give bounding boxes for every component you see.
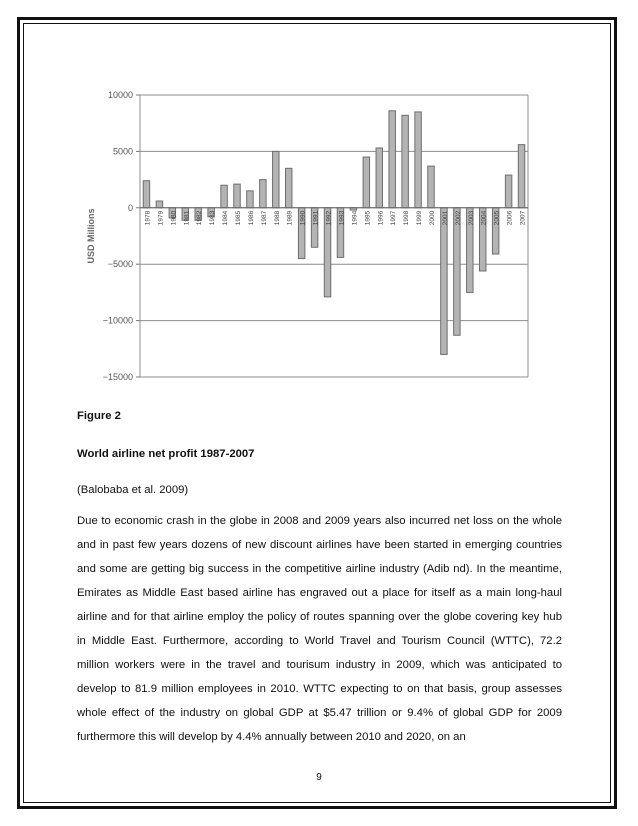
x-tick-label: 1980	[170, 210, 178, 226]
y-tick-label: −5000	[107, 259, 133, 270]
y-tick-label: 5000	[112, 146, 133, 157]
figure-title: World airline net profit 1987-2007	[77, 448, 255, 460]
x-tick-label: 1989	[286, 210, 294, 226]
profit-bar-chart	[60, 82, 540, 382]
x-tick-label: 1984	[222, 210, 230, 226]
x-tick-label: 1994	[351, 210, 359, 226]
bar	[441, 208, 447, 355]
x-tick-label: 1990	[299, 210, 307, 226]
bar	[143, 181, 149, 208]
x-tick-label: 1991	[312, 210, 320, 226]
y-tick-label: 10000	[107, 90, 133, 100]
bar	[389, 111, 395, 208]
y-axis-title: USD Millions	[86, 208, 96, 264]
bar	[402, 115, 408, 207]
bar	[518, 145, 524, 208]
x-tick-label: 2001	[441, 210, 449, 226]
bar	[376, 148, 382, 208]
y-tick-label: −10000	[102, 315, 133, 326]
bar	[286, 168, 292, 207]
x-tick-label: 1996	[377, 210, 385, 226]
x-tick-label: 1982	[196, 210, 204, 226]
x-tick-label: 2003	[467, 210, 475, 226]
body-text	[77, 509, 562, 749]
x-tick-label: 1985	[235, 210, 242, 226]
figure-label: Figure 2	[77, 410, 121, 422]
bar	[454, 208, 460, 335]
x-tick-label: 1979	[157, 210, 165, 226]
bar	[273, 151, 279, 207]
body-paragraph: Due to economic crash in the globe in 2008 and 2009 years also incurred net loss on the whole and in past few years dozens of new discount airlines have been started in emerging countries and some are getting big success in the competitive airline industry (Adib nd). In the meantime, Emirates as Middle East based airline has engraved out a place for itself as a main long-haul airline and for that airline employ the policy of routes spanning over the globe covering key hub in Middle East. Furthermore, according to World Travel and Tourism Council (WTTC), 72.2 million workers were in the travel and tourisum industry in 2009, which was anticipated to develop to 81.9 million employees in 2010. WTTC expecting to on that basis, group assesses whole effect of the industry on global GDP at $5.47 trillion or 9.4% of global GDP for 2009 furthermore this will develop by 4.4% annually between 2010 and 2020, on an	[77, 515, 562, 743]
bar	[156, 201, 162, 208]
figure-source: (Balobaba et al. 2009)	[77, 484, 189, 496]
bar	[221, 185, 227, 208]
x-tick-label: 1997	[390, 210, 398, 226]
x-tick-label: 1987	[260, 210, 268, 226]
x-tick-label: 1999	[416, 210, 424, 226]
x-tick-label: 2004	[480, 210, 488, 226]
page-number: 9	[316, 772, 322, 783]
y-tick-label: 0	[127, 202, 133, 213]
bar	[505, 175, 511, 208]
bar	[260, 180, 266, 208]
x-tick-label: 1983	[209, 210, 217, 226]
y-tick-label: −15000	[102, 372, 133, 382]
x-tick-label: 2002	[454, 210, 462, 226]
x-tick-label: 1981	[183, 210, 191, 226]
bar	[363, 157, 369, 208]
chart-svg	[60, 82, 540, 382]
x-tick-label: 2006	[506, 210, 514, 226]
bar	[415, 112, 421, 208]
x-tick-label: 1993	[338, 210, 346, 226]
bar	[247, 191, 253, 208]
x-tick-label: 2005	[493, 210, 501, 226]
x-tick-label: 1992	[325, 210, 333, 226]
x-tick-label: 1998	[403, 210, 411, 226]
x-tick-label: 2000	[429, 210, 436, 226]
x-tick-label: 2007	[519, 210, 527, 226]
x-tick-label: 1978	[144, 210, 152, 226]
bar	[234, 184, 240, 208]
x-tick-label: 1988	[273, 210, 281, 226]
x-tick-label: 1995	[364, 210, 372, 226]
x-tick-label: 1986	[247, 210, 255, 226]
bar	[428, 166, 434, 208]
